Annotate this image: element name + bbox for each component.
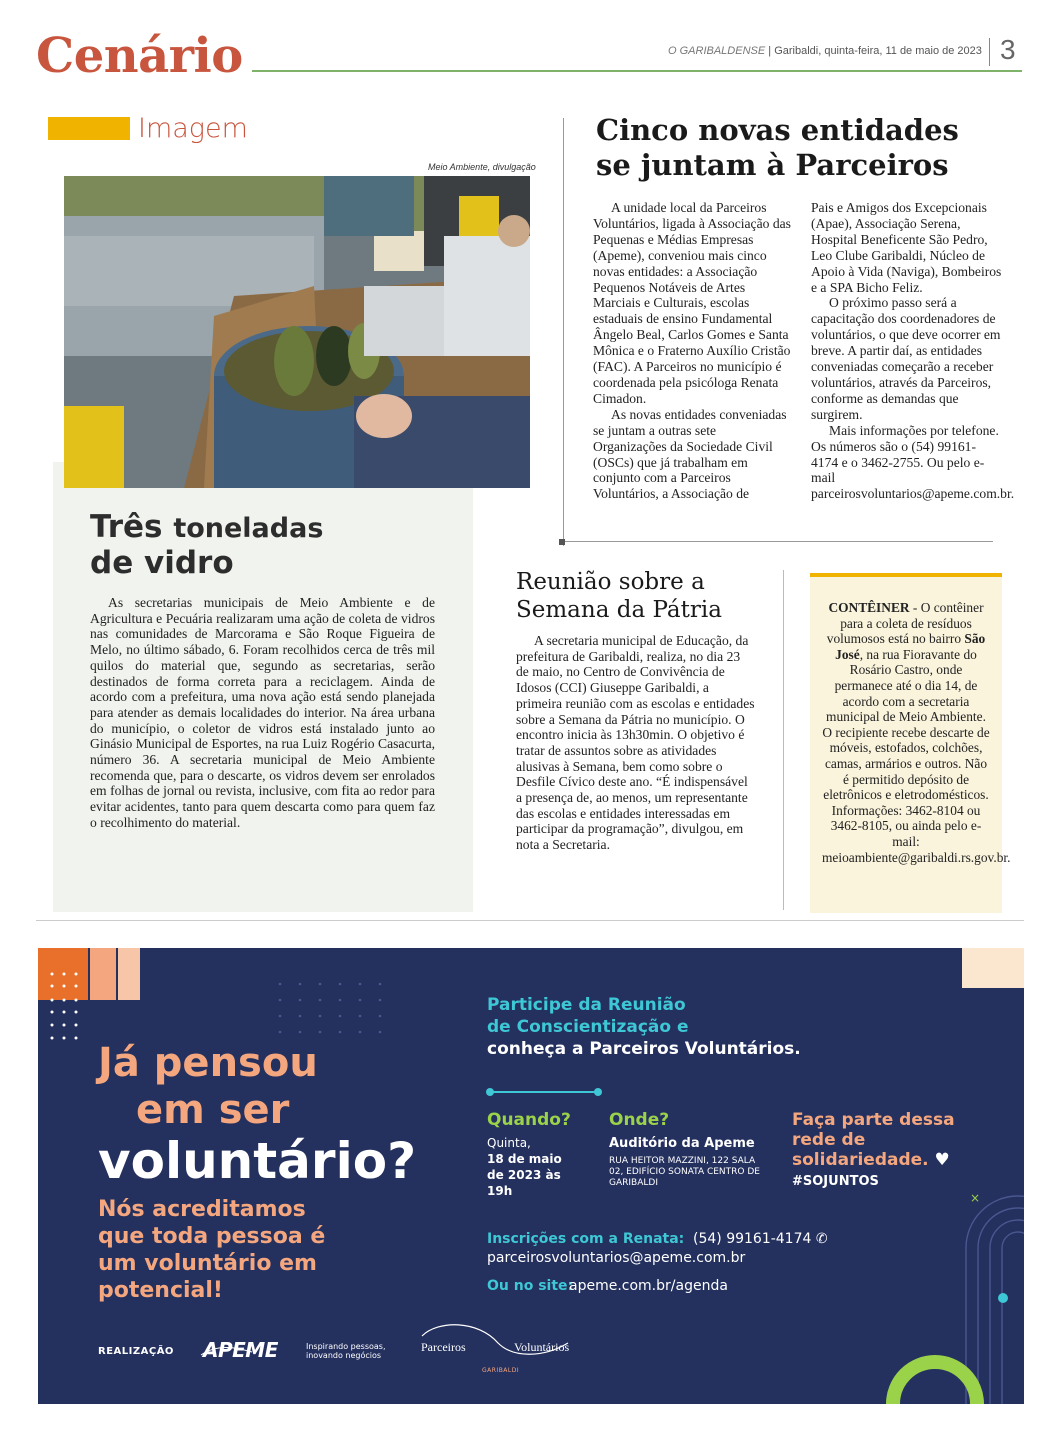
site-link[interactable]: apeme.com.br/agenda: [569, 1278, 728, 1294]
image-section-label: Imagem: [138, 113, 248, 144]
paragraph: As novas entidades conveniadas se juntam a outras sete Organizações da Sociedade Civil (OSCs) que já trabalham em conjunto com a Parceiros Voluntários, a Associação de: [593, 406, 787, 502]
parceiros-logo-city: GARIBALDI: [482, 1367, 520, 1374]
section-title: Cenário: [36, 28, 243, 84]
edition-date: Garibaldi, quinta-feira, 11 de maio de 2023: [774, 45, 982, 57]
page-number-divider: [989, 38, 990, 66]
ad-subtitle: Nós acreditamos que toda pessoa é um voluntário em potencial!: [98, 1197, 326, 1303]
story-column-1: [593, 200, 791, 502]
parceiros-logo-a: Parceiros: [421, 1340, 466, 1354]
title-line: Cinco novas entidades: [596, 113, 959, 147]
contact-email[interactable]: parceirosvoluntarios@apeme.com.br: [487, 1250, 746, 1266]
story-title-reuniao: [516, 568, 776, 624]
newspaper-name: O GARIBALDENSE: [668, 45, 766, 57]
title-line: Reunião sobre a: [516, 569, 705, 595]
join-line: Faça parte dessa rede de solidariedade.: [792, 1110, 955, 1170]
ad-heading-1: [487, 994, 689, 1038]
glass-collection-photo: [64, 176, 530, 488]
column-rule: [783, 570, 784, 910]
ad-question-3: voluntário?: [98, 1132, 417, 1190]
paragraph: O próximo passo será a capacitação dos coordenadores de voluntários, o que deve ocorrer em breve. A partir daí, as entidades conveniadas começarão a receber voluntários, através da Parceiros, conforme as demandas que surgirem.: [811, 295, 1001, 422]
header-divider: |: [768, 45, 775, 57]
story-title-vidro: [90, 510, 450, 581]
header-rule: [252, 70, 1022, 72]
svg-text:×: ×: [970, 1191, 981, 1205]
when-label: Quando?: [487, 1110, 571, 1130]
title-line: se juntam à Parceiros: [596, 148, 949, 182]
story-body-vidro: As secretarias municipais de Meio Ambiente e de Agricultura e Pecuária realizaram uma ação de coleta de vidros nas comunidades de Marcorama e São Roque Figueira de Melo, no último sábado, 6. Foram recolhidos cerca de três mil quilos do material que, segundo as secretarias, serão destinados de forma correta para a reciclagem. Ainda de acordo com a prefeitura, uma nova ação está sendo planejada para atender as demais localidades do interior. Na área urbana do município, o coletor de vidros está instalado junto ao Ginásio Municipal de Esportes, na rua Luiz Rogério Casacurta, número 36. A secretaria municipal de Meio Ambiente recomenda que, para o descarte, os vidros devem ser enrolados em folhas de jornal ou revista, inclusive, com fita ao redor para evitar acidentes, tanto para quem descarta como para quem faz o recolhimento do material.: [90, 595, 435, 830]
inscricoes-label: Inscrições com a Renata:: [487, 1231, 685, 1247]
box-bairro: São José: [835, 631, 986, 662]
rule-corner-dot: [559, 539, 565, 545]
box-lead: CONTÊINER: [828, 600, 910, 615]
join-text: [792, 1110, 992, 1170]
photo-credit: Meio Ambiente, divulgação: [428, 162, 536, 172]
apeme-logo: APEME: [203, 1338, 278, 1362]
story-body-reuniao: [516, 633, 756, 853]
heading-line: de Conscientização e: [487, 1017, 689, 1037]
site-label: Ou no site:: [487, 1278, 574, 1294]
ad-question-1: Já pensou: [98, 1040, 318, 1086]
phone-number[interactable]: (54) 99161-4174: [693, 1231, 812, 1247]
conteiner-text: [822, 600, 1011, 865]
article-bottom-rule: [563, 541, 993, 542]
where-place: Auditório da Apeme: [609, 1136, 755, 1151]
box-text: - O contêiner para a coleta de resíduos volumosos está no bairro: [826, 600, 984, 647]
paragraph: Mais informações por telefone. Os números são o (54) 99161-4174 e o 3462-2755. Ou pelo e-mail parceirosvoluntarios@apeme.com.br.: [811, 422, 1015, 502]
paragraph: A unidade local da Parceiros Voluntários, ligada à Associação das Pequenas e Médias Empresas (Apeme), conveniou mais cinco novas entidades: a Associação Pequenos Notáveis de Artes Marciais e Culturais, escolas estaduais de ensino Fundamental Ângelo Beal, Carlos Gomes e Santa Mônica e o Fraterno Auxílio Cristão (FAC). A Parceiros no município é coordenada pela psicóloga Renata Cimadon.: [593, 200, 791, 406]
heart-icon: ♥: [928, 1150, 950, 1170]
heading-line: Participe da Reunião: [487, 995, 686, 1015]
ad-realizacao: REALIZAÇÃO: [98, 1346, 174, 1357]
where-address: RUA HEITOR MAZZINI, 122 SALA 02, EDIFÍCIO SONATA CENTRO DE GARIBALDI: [609, 1156, 760, 1188]
inscricoes-phone[interactable]: [693, 1231, 828, 1247]
when-date: 18 de maio de 2023 às 19h: [487, 1152, 562, 1198]
ad-question-2: em ser: [136, 1087, 290, 1133]
title-word: Três: [90, 509, 163, 545]
when-day: Quinta,: [487, 1136, 531, 1150]
story-column-2: [811, 200, 1015, 502]
paragraph: Pais e Amigos dos Excepcionais (Apae), Associação Serena, Hospital Beneficente São Pedro, Leo Clube Garibaldi, Núcleo de Apoio à Vida (Naviga), Bombeiros e a SPA Bicho Feliz.: [811, 200, 1002, 295]
ad-separator: [36, 920, 1024, 921]
paragraph: A secretaria municipal de Educação, da prefeitura de Garibaldi, realiza, no dia 23 de maio, no Centro de Convivência de Idosos (CCI) Giuseppe Garibaldi, a primeira reunião com as escolas e entidades sobre a Semana da Pátria no município. O encontro inicia às 13h30min. O objetivo é tratar de assuntos sobre as atividades alusivas à Semana, bem como sobre o Desfile Cívico deste ano. “É indispensável a presença de, ao menos, um representante das escolas e entidades interessadas em participar da programação”, divulgou, em nota a Secretaria.: [516, 633, 755, 853]
ad-heading-2: conheça a Parceiros Voluntários.: [487, 1039, 801, 1059]
story-title-parceiros: [596, 113, 1016, 183]
page-number: 3: [1000, 34, 1016, 65]
where-label: Onde?: [609, 1110, 670, 1130]
volunteer-ad: [38, 948, 1024, 1404]
column-rule: [563, 118, 564, 546]
title-word: de vidro: [90, 545, 234, 581]
image-label-bar: [48, 117, 130, 140]
hashtag: #SOJUNTOS: [792, 1174, 879, 1189]
box-text: , na rua Fioravante do Rosário Castro, onde permanece até o dia 14, de acordo com a secretaria municipal de Meio Ambiente. O recipiente recebe descarte de móveis, estofados, colchões, camas, armários e outros. Não é permitido depósito de eletrônicos e eletrodomésticos. Informações: 3462-8104 ou 3462-8105, ou ainda pelo e-mail: meioambiente@garibaldi.rs.gov.br.: [822, 646, 1011, 865]
apeme-tagline: Inspirando pessoas, inovando negócios: [306, 1342, 386, 1360]
title-line: Semana da Pátria: [516, 597, 722, 623]
header-info: [668, 45, 982, 57]
whatsapp-icon: ✆: [815, 1231, 828, 1247]
title-word: toneladas: [173, 513, 324, 544]
parceiros-logo-b: Voluntários: [514, 1340, 570, 1354]
